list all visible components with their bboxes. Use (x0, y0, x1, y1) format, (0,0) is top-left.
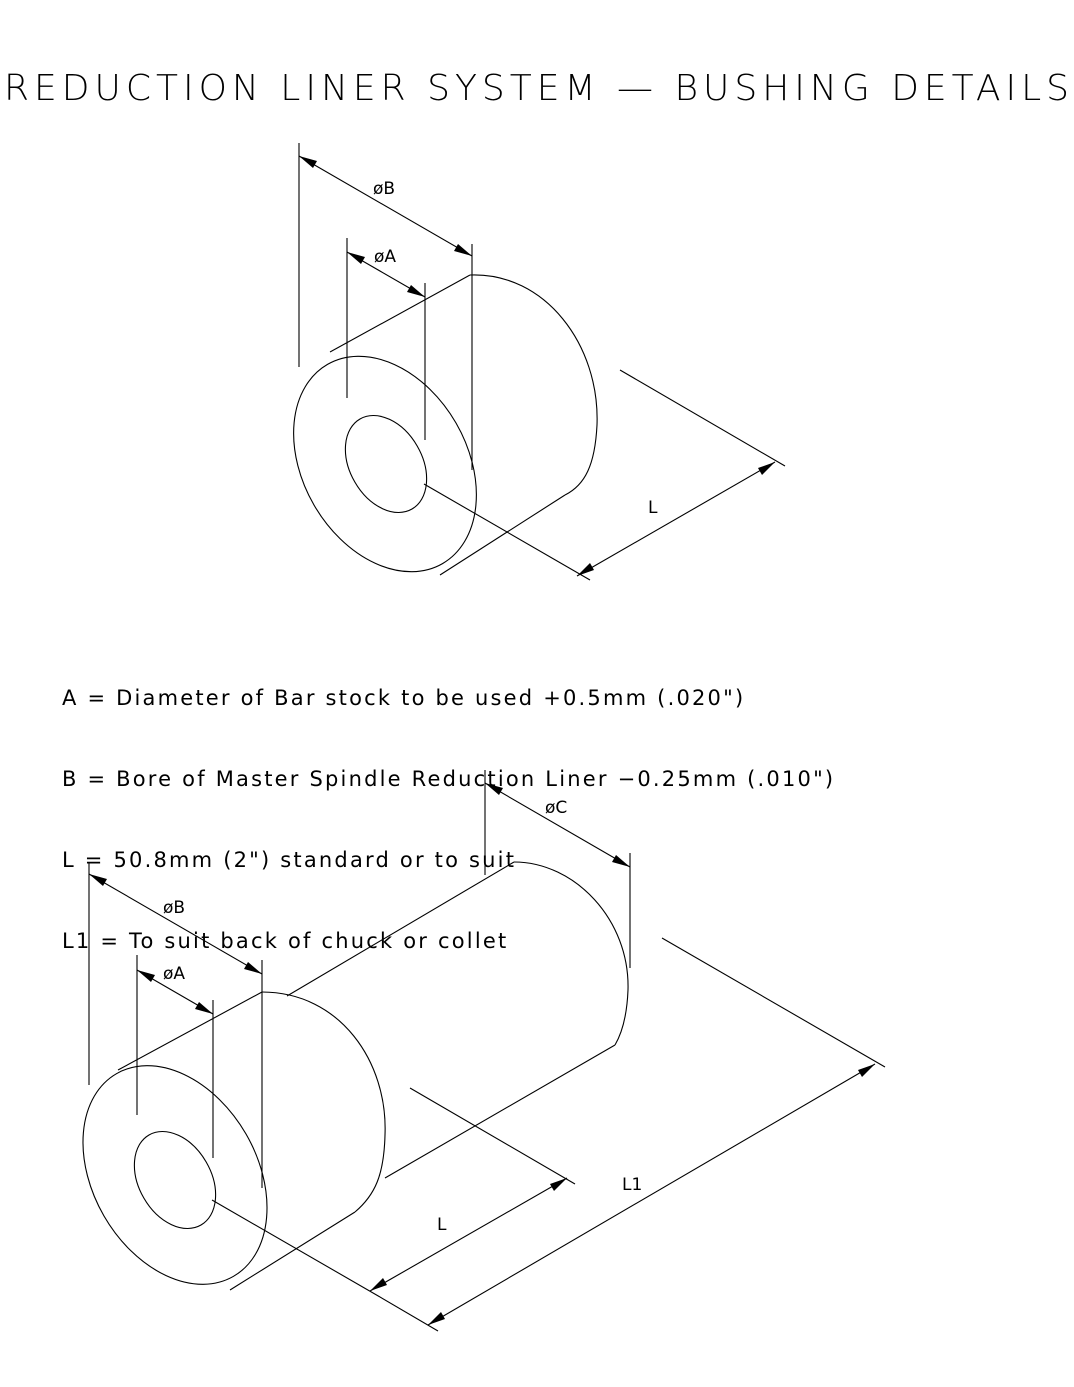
dim-l2-arrow-back (550, 1178, 567, 1191)
dim-a2-label: øA (163, 964, 186, 984)
dim-b2-label: øB (163, 898, 186, 918)
dim-l-line (577, 462, 775, 576)
bushing1-top-edge (330, 275, 470, 352)
bushing2-flange-back-arc (262, 992, 385, 1212)
dim-l1-arrow-front (428, 1312, 445, 1325)
bushing2-front-bore-circle (118, 1117, 232, 1243)
legend-line-a: A = Diameter of Bar stock to be used +0.5mm (.020") (62, 686, 746, 710)
dim-l-extension-back (620, 370, 785, 466)
bushing1-bottom-edge (440, 495, 565, 575)
dim-b-arrow-right (454, 244, 472, 256)
bushing2-bore-line (212, 1200, 380, 1297)
drawing-title: REDUCTION LINER SYSTEM — BUSHING DETAILS (4, 68, 1074, 109)
bushing2-front-outer-circle (45, 1033, 304, 1318)
bushing2-flange-bottom-edge (230, 1212, 355, 1290)
dim-a2-arrow-right (195, 1002, 213, 1014)
dim-c-label: øC (545, 798, 568, 818)
bushing2-shank-bottom-edge (385, 1045, 615, 1178)
dim-l-arrow-back (758, 462, 775, 475)
dim-l-arrow-front (577, 563, 594, 576)
legend-line-b: B = Bore of Master Spindle Reduction Liner −0.25mm (.010") (62, 767, 836, 791)
bushing2-flange-top-edge (118, 992, 262, 1070)
dim-l2-line (370, 1178, 567, 1291)
bushing1-bore-line (424, 484, 590, 580)
dim-l1-label: L1 (622, 1175, 643, 1195)
dim-l1-arrow-back (858, 1064, 875, 1077)
dim-l1-line (428, 1064, 875, 1325)
dim-l-label: L (648, 498, 658, 518)
dim-l1-extension-front (380, 1297, 438, 1331)
dim-a-label: øA (374, 247, 397, 267)
bushing-figure-1 (256, 143, 785, 605)
dim-l2-label: L (437, 1215, 447, 1235)
bushing1-back-arc (470, 275, 597, 495)
dim-l2-extension (410, 1088, 575, 1184)
legend-line-l: L = 50.8mm (2") standard or to suit (62, 848, 517, 872)
legend-line-l1: L1 = To suit back of chuck or collet (62, 929, 509, 953)
dim-a-arrow-left (347, 252, 365, 264)
bushing1-front-bore-circle (329, 401, 443, 527)
dim-b-arrow-left (299, 156, 317, 168)
dimension-legend (62, 631, 835, 982)
dim-a-arrow-right (407, 285, 425, 297)
bushing1-front-outer-circle (256, 323, 513, 604)
dim-b-label: øB (373, 179, 396, 199)
dim-b-line (299, 156, 472, 256)
dim-l2-arrow-front (370, 1278, 387, 1291)
